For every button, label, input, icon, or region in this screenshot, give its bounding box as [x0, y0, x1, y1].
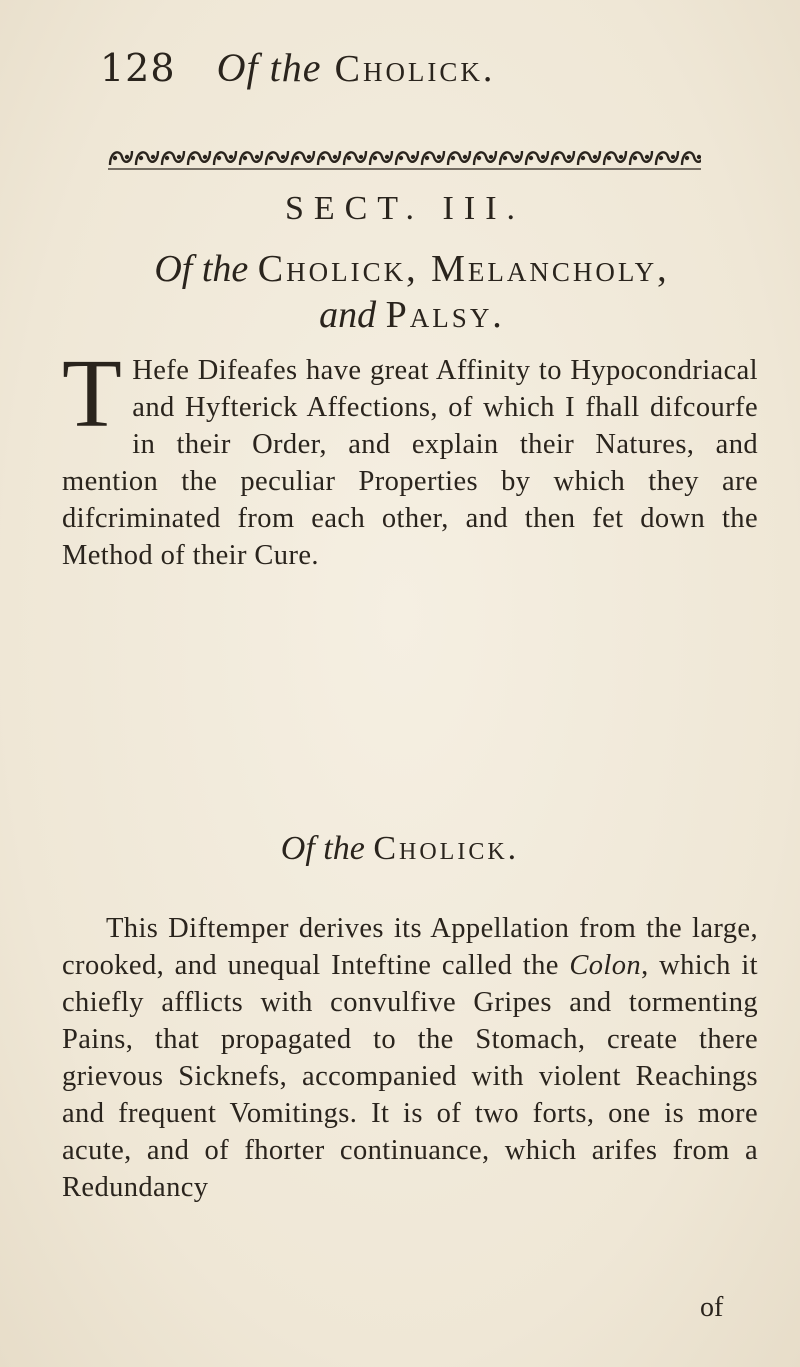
- running-head-prefix: Of the: [216, 45, 322, 90]
- paragraph-cholick-italic: Colon: [569, 950, 642, 981]
- page-number: 128: [100, 46, 176, 90]
- paragraph-cholick-text-a: This Diftemper derives its Appellation from the large, crooked, and unequal Inteftine called the: [62, 913, 758, 981]
- section-title-main: Cholick, Melancholy,: [257, 248, 670, 290]
- running-head: [100, 44, 495, 91]
- subsection-prefix: Of the: [280, 830, 365, 867]
- catchword: of: [700, 1292, 724, 1323]
- subsection-heading: [0, 830, 800, 868]
- section-title: [62, 246, 762, 338]
- section-title-prefix: Of the: [154, 248, 249, 290]
- section-heading: SECT. III.: [284, 190, 526, 227]
- paragraph-cholick: [62, 910, 758, 1206]
- drop-cap: T: [62, 340, 123, 448]
- paragraph-intro-text: Hefe Difeafes have great Affinity to Hypocondriacal and Hyfterick Affections, of which I fhall difcourfe in their Order, and explain their Natures, and mention the peculiar Properties by which they are difcriminated from each other, and then fet down the Method of their Cure.: [62, 355, 758, 571]
- paragraph-cholick-text-b: , which it chiefly afflicts with convulfive Gripes and tormenting Pains, that propagated to the Stomach, create there grievous Sicknefs, accompanied with violent Reachings and frequent Vomitings. It is of two forts, one is more acute, and of fhorter continuance, which arifes from a Redundancy: [62, 950, 758, 1203]
- paragraph-intro: [62, 340, 758, 574]
- section-title-end: Palsy.: [385, 294, 505, 336]
- section-title-and: and: [319, 294, 377, 336]
- ornament-band-icon: [108, 145, 701, 171]
- subsection-title: Cholick.: [373, 830, 520, 867]
- running-head-title: Cholick.: [334, 48, 496, 90]
